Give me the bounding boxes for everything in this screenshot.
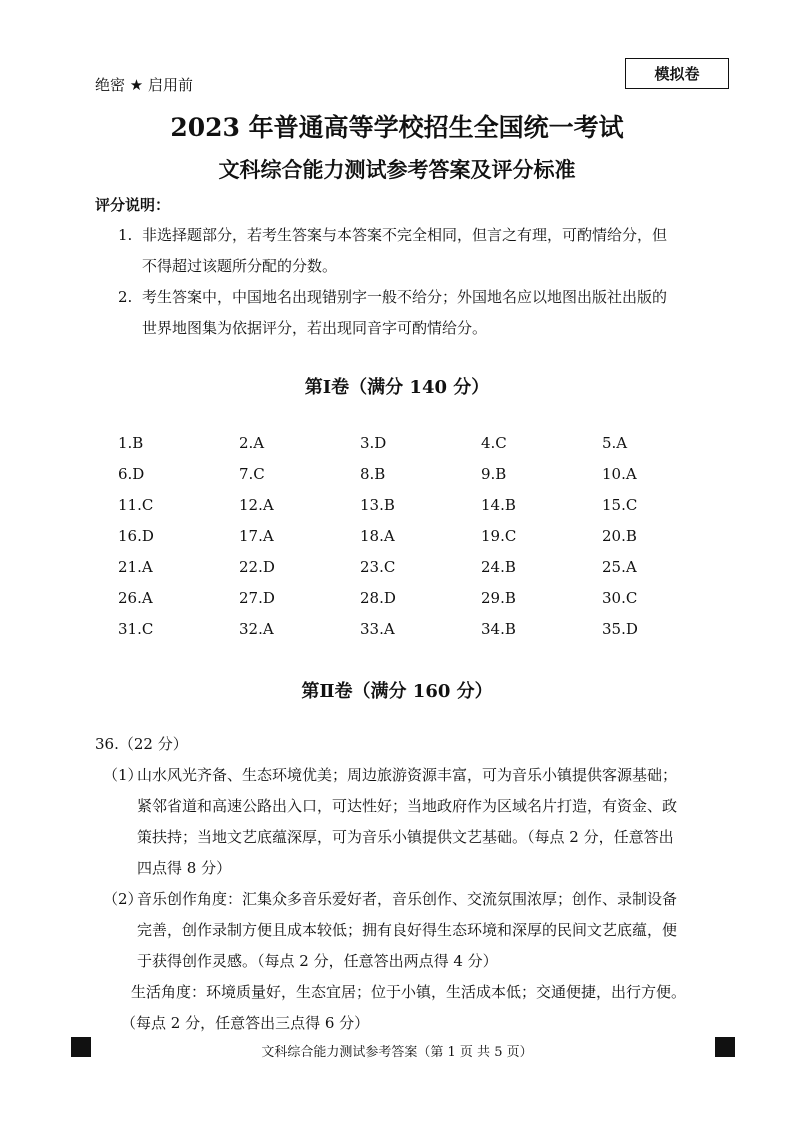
paragraph-label: （2） — [103, 890, 143, 908]
paragraph-line: 四点得 8 分） — [137, 859, 232, 877]
paragraph-line: （每点 2 分，任意答出三点得 6 分） — [121, 1014, 370, 1032]
answer-cell: 16.D — [118, 527, 154, 545]
question-heading: 36.（22 分） — [95, 735, 188, 753]
note-line: 不得超过该题所分配的分数。 — [142, 257, 338, 275]
answer-cell: 31.C — [118, 620, 154, 638]
page-footer: 文科综合能力测试参考答案（第 1 页 共 5 页） — [261, 1045, 533, 1060]
answer-cell: 13.B — [360, 496, 395, 514]
answer-cell: 12.A — [239, 496, 274, 514]
answer-cell: 33.A — [360, 620, 395, 638]
answer-cell: 17.A — [239, 527, 274, 545]
answer-row — [118, 428, 738, 459]
answer-cell: 35.D — [602, 620, 638, 638]
answer-cell: 10.A — [602, 465, 637, 483]
note-number: 2. — [118, 288, 133, 306]
answer-grid — [118, 428, 738, 645]
answer-row — [118, 490, 738, 521]
answer-cell: 28.D — [360, 589, 396, 607]
answer-cell: 26.A — [118, 589, 153, 607]
answer-cell: 9.B — [481, 465, 507, 483]
answer-cell: 4.C — [481, 434, 507, 452]
paragraph-line: 策扶持；当地文艺底蕴深厚，可为音乐小镇提供文艺基础。（每点 2 分，任意答出 — [137, 828, 674, 846]
answer-cell: 29.B — [481, 589, 516, 607]
paragraph-line: 山水风光齐备、生态环境优美；周边旅游资源丰富，可为音乐小镇提供客源基础； — [137, 766, 678, 784]
answer-cell: 32.A — [239, 620, 274, 638]
answer-cell: 5.A — [602, 434, 628, 452]
answer-row — [118, 459, 738, 490]
confidential-label: 绝密 ★ 启用前 — [95, 76, 193, 94]
paragraph-label: （1） — [103, 766, 143, 784]
paragraph-line: 完善，创作录制方便且成本较低；拥有良好得生态环境和深厚的民间文艺底蕴，便 — [137, 921, 678, 939]
answer-cell: 20.B — [602, 527, 637, 545]
answer-cell: 22.D — [239, 558, 275, 576]
answer-row — [118, 521, 738, 552]
answer-row — [118, 552, 738, 583]
scoring-note — [118, 220, 718, 282]
answer-row — [118, 614, 738, 645]
answer-paragraph-1 — [103, 760, 723, 884]
page-subtitle: 文科综合能力测试参考答案及评分标准 — [218, 158, 576, 182]
scoring-heading: 评分说明： — [95, 196, 171, 214]
mock-exam-tag: 模拟卷 — [625, 58, 729, 89]
answer-cell: 8.B — [360, 465, 386, 483]
answer-paragraph-2 — [103, 884, 723, 1039]
answer-cell: 25.A — [602, 558, 637, 576]
answer-cell: 19.C — [481, 527, 517, 545]
paragraph-line: 音乐创作角度：汇集众多音乐爱好者，音乐创作、交流氛围浓厚；创作、录制设备 — [137, 890, 678, 908]
answer-cell: 11.C — [118, 496, 154, 514]
note-number: 1. — [118, 226, 133, 244]
answer-cell: 23.C — [360, 558, 396, 576]
answer-cell: 24.B — [481, 558, 516, 576]
answer-cell: 21.A — [118, 558, 153, 576]
answer-cell: 30.C — [602, 589, 638, 607]
answer-cell: 34.B — [481, 620, 516, 638]
page-title: 2023 年普通高等学校招生全国统一考试 — [170, 113, 624, 142]
paragraph-line: 生活角度：环境质量好，生态宜居；位于小镇，生活成本低；交通便捷，出行方便。 — [131, 983, 687, 1001]
note-line: 非选择题部分，若考生答案与本答案不完全相同，但言之有理，可酌情给分，但 — [142, 226, 668, 244]
answer-cell: 3.D — [360, 434, 387, 452]
answer-cell: 7.C — [239, 465, 265, 483]
answer-cell: 1.B — [118, 434, 144, 452]
answer-cell: 6.D — [118, 465, 145, 483]
part1-heading: 第Ⅰ卷（满分 140 分） — [304, 377, 490, 398]
paragraph-line: 紧邻省道和高速公路出入口，可达性好；当地政府作为区域名片打造，有资金、政 — [137, 797, 678, 815]
note-line: 世界地图集为依据评分，若出现同音字可酌情给分。 — [142, 319, 488, 337]
answer-cell: 27.D — [239, 589, 275, 607]
answer-cell: 14.B — [481, 496, 516, 514]
paragraph-line: 于获得创作灵感。（每点 2 分，任意答出两点得 4 分） — [137, 952, 498, 970]
answer-cell: 18.A — [360, 527, 395, 545]
part2-heading: 第Ⅱ卷（满分 160 分） — [301, 681, 493, 702]
answer-row — [118, 583, 738, 614]
scoring-note — [118, 282, 718, 344]
note-line: 考生答案中，中国地名出现错别字一般不给分；外国地名应以地图出版社出版的 — [142, 288, 668, 306]
answer-cell: 2.A — [239, 434, 265, 452]
answer-cell: 15.C — [602, 496, 638, 514]
